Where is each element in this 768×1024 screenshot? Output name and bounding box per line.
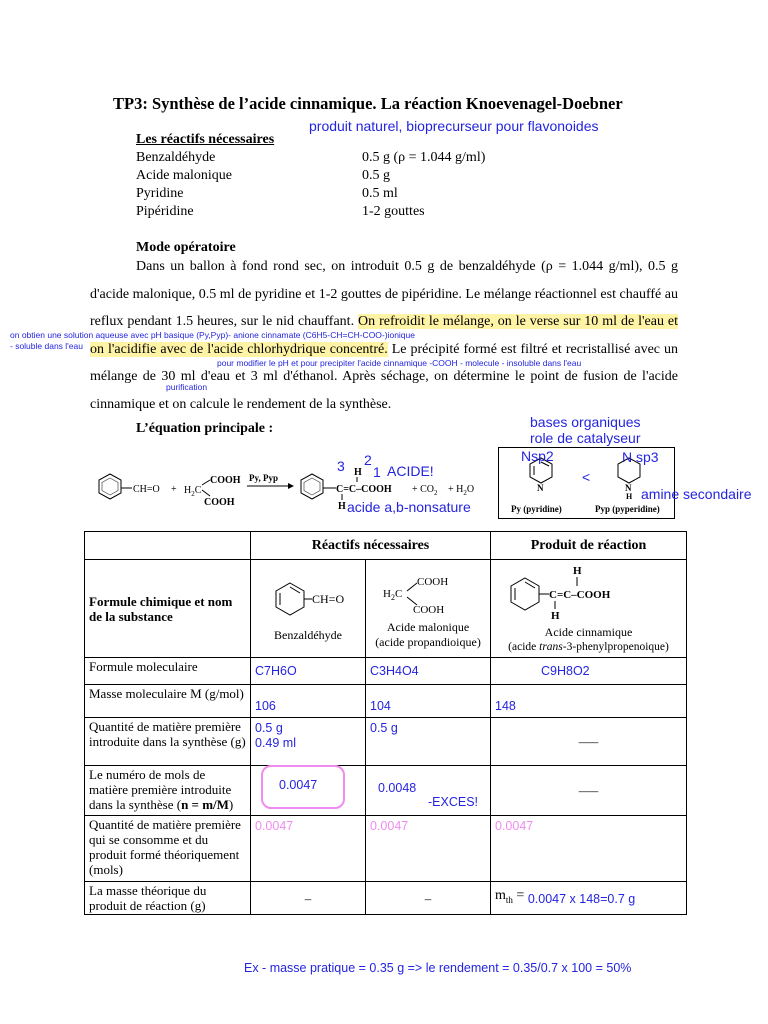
note-nonsature: acide a,b-nonsature (347, 499, 471, 515)
reagent-name: Pipéridine (136, 204, 194, 219)
cin-h-top: H (572, 565, 582, 577)
note-nsp2: Nsp2 (521, 448, 554, 464)
reagent-qty: 0.5 g (ρ = 1.044 g/ml) (362, 150, 486, 165)
mode-text-2: Le précipité formé est filtré et recristallisé avec un mélange de 30 ml d'eau et 3 ml d'éthanol. Après séchage, on détermine le point de fusion de l'acide cinnamique et on calcule le rendement de la synthèse. (90, 341, 679, 412)
note-num-1: 1 (373, 464, 381, 480)
title-main: TP3: Synthèse de l’acide cinnamique. (113, 94, 377, 113)
mode-text-1: Dans un ballon à fond rond sec, on introduit 0.5 g de benzaldéhyde (ρ = 1.044 g/ml), 0.5 g d'acide malonique, 0.5 ml de pyridine et 1-2 gouttes de pipéridine. Le mélange réactionnel est chauffé au reflux pendant 1.5 heures, sur le nid chauffant. (90, 259, 678, 329)
val-qty-benz (251, 718, 366, 766)
note-ph: pour modifier le pH et pour precipiter l'acide cinnamique -COOH - molecule - insoluble dans l'eau (217, 358, 582, 368)
reagent-name: Acide malonique (136, 168, 233, 183)
note-natural-product: produit naturel, bioprecurseur pour flavonoides (309, 118, 599, 134)
label-theoretical-mass: La masse théorique du produit de réaction (g) (85, 882, 251, 915)
title-sub: La réaction Knoevenagel-Doebner (380, 94, 623, 113)
mal-name-1: Acide malonique (386, 620, 470, 634)
eq-co2: + $CO_2$ (412, 484, 438, 497)
reagent-name: Benzaldéhyde (136, 150, 216, 165)
cin-name-2: (acide trans-3-phenylpropenoique) (508, 641, 669, 653)
val-mol-mal: C3H4O4 (366, 658, 491, 685)
val-cons-benz: 0.0047 (251, 816, 366, 882)
reagent-qty: 0.5 ml (362, 186, 398, 201)
table-row (85, 685, 687, 718)
cell-cinnamic (491, 560, 687, 658)
table-row (85, 816, 687, 882)
val-cons-cin: 0.0047 (491, 816, 687, 882)
label-mols: Le numéro de mols de matière première introduite dans la synthèse (n = m/M) (85, 766, 251, 816)
table-row (85, 658, 687, 685)
table-row (85, 718, 687, 766)
table-header-row (85, 532, 687, 560)
header-produit: Produit de réaction (491, 532, 687, 560)
reagent-row (136, 149, 636, 167)
note-exces: -EXCES! (428, 795, 479, 809)
eq-cho: CH=O (133, 484, 160, 495)
reagent-row (136, 167, 636, 185)
highlighted-text: On refroidit le mélange, on le verse sur 10 ml de l'eau et on l'acidifie avec de l'acide chlorhydrique concentré. (90, 314, 679, 357)
reagent-qty: 0.5 g (362, 168, 390, 183)
reagent-row (136, 185, 636, 203)
reagents-heading: Les réactifs nécessaires (136, 132, 275, 147)
label-consumed: Quantité de matière première qui se consomme et du produit formé théoriquement (mols) (85, 816, 251, 882)
note-final-yield: Ex - masse pratique = 0.35 g => le rendement = 0.35/0.7 x 100 = 50% (244, 961, 632, 975)
note-num-3: 3 (337, 458, 345, 474)
header-reactifs: Réactifs nécessaires (251, 532, 491, 560)
val-mol-benz: C7H6O (251, 658, 366, 685)
label-mol-formula: Formule moleculaire (85, 658, 251, 685)
table-row (85, 882, 687, 915)
note-amine: amine secondaire (641, 486, 752, 502)
table-row (85, 766, 687, 816)
val-mols-mal-cell (366, 766, 491, 816)
note-solution-2: - soluble dans l'eau (10, 341, 83, 351)
cin-h-bottom: H (550, 610, 560, 622)
note-bases (530, 414, 641, 446)
pyridine-n: N (537, 483, 544, 493)
val-mth-cin: $m_{th} = 0.0047$ x 148=0.7 g (491, 882, 687, 915)
eq-h-top: H (354, 467, 362, 478)
mal-cooh-bottom: COOH (412, 604, 444, 616)
cinnamic-structure (499, 562, 679, 622)
eq-h-bottom: H (338, 501, 346, 512)
mal-name-2: (acide propandioique) (375, 635, 481, 649)
note-purification: purification (166, 382, 208, 392)
note-num-2: 2 (364, 452, 372, 468)
val-cons-mal: 0.0047 (366, 816, 491, 882)
val-mass-cin: 148 (491, 685, 687, 718)
cin-product: C=C–COOH (548, 589, 610, 601)
eq-cooh-bottom: COOH (204, 497, 235, 508)
table-corner (85, 532, 251, 560)
eq-conditions: Py, Pyp (249, 473, 279, 483)
piperidine-label: Pyp (pyperidine) (595, 504, 660, 514)
val-qty-mal: 0.5 g (366, 718, 491, 766)
val-mth-result: 0.0047 x 148=0.7 g (527, 892, 636, 907)
cin-name-1: Acide cinnamique (544, 625, 633, 639)
note-nsp3: N sp3 (622, 449, 659, 465)
benz-name: Benzaldéhyde (274, 627, 342, 642)
cell-malonic (366, 560, 491, 658)
piperidine-h: H (626, 492, 633, 501)
pyridine-label: Py (pyridine) (511, 504, 562, 514)
benzaldehyde-structure (258, 575, 358, 625)
val-qty-cin: —– (491, 718, 687, 766)
note-bases-line-2: role de catalyseur (530, 430, 641, 446)
val-mols-benz: 0.0047 (279, 778, 318, 792)
val-mols-cin: —– (491, 766, 687, 816)
piperidine-nh: N (625, 483, 632, 493)
eq-plus: + (171, 484, 177, 495)
note-less-than: < (582, 469, 591, 485)
val-mol-cin: C9H8O2 (491, 658, 687, 685)
val-mth-benz: – (251, 882, 366, 915)
reagents-list (136, 149, 636, 221)
val-mass-benz: 106 (251, 685, 366, 718)
reagent-qty: 1-2 gouttes (362, 204, 425, 219)
mode-heading: Mode opératoire (136, 240, 236, 255)
label-mass: Masse moleculaire M (g/mol) (85, 685, 251, 718)
val-mols-benz-cell (251, 766, 366, 816)
reagent-name: Pyridine (136, 186, 184, 201)
val-mth-mal: – (366, 882, 491, 915)
note-bases-line-1: bases organiques (530, 414, 641, 430)
eq-cooh-top: COOH (210, 475, 241, 486)
mal-cooh-top: COOH (416, 576, 448, 588)
label-qty: Quantité de matière première introduite dans la synthèse (g) (85, 718, 251, 766)
val-mols-mal: 0.0048 (378, 781, 417, 795)
val-qty-benz-g: 0.5 g (255, 721, 283, 735)
note-acide: ACIDE! (387, 463, 434, 479)
eq-h2c: $H_2C$ (184, 485, 202, 498)
document-title (113, 94, 623, 114)
reagent-row (136, 203, 636, 221)
benz-cho: CH=O (312, 591, 345, 606)
eq-h2o: + $H_2O$ (448, 484, 475, 497)
val-qty-benz-ml: 0.49 ml (255, 736, 296, 750)
mal-h2c: $H_2C$ (382, 588, 402, 602)
val-mass-mal: 104 (366, 685, 491, 718)
cell-benzaldehyde (251, 560, 366, 658)
note-solution-1: on obtien une solution aqueuse avec pH basique (Py,Pyp)- anione cinnamate (C6H5-CH=CH-COO-)ionique (10, 330, 415, 340)
equation-heading: L’équation principale : (136, 421, 274, 436)
label-formula: Formule chimique et nom de la substance (85, 560, 251, 658)
data-table (84, 531, 687, 915)
malonic-structure (371, 567, 486, 617)
table-row (85, 560, 687, 658)
eq-product: C=C–COOH (336, 484, 392, 495)
